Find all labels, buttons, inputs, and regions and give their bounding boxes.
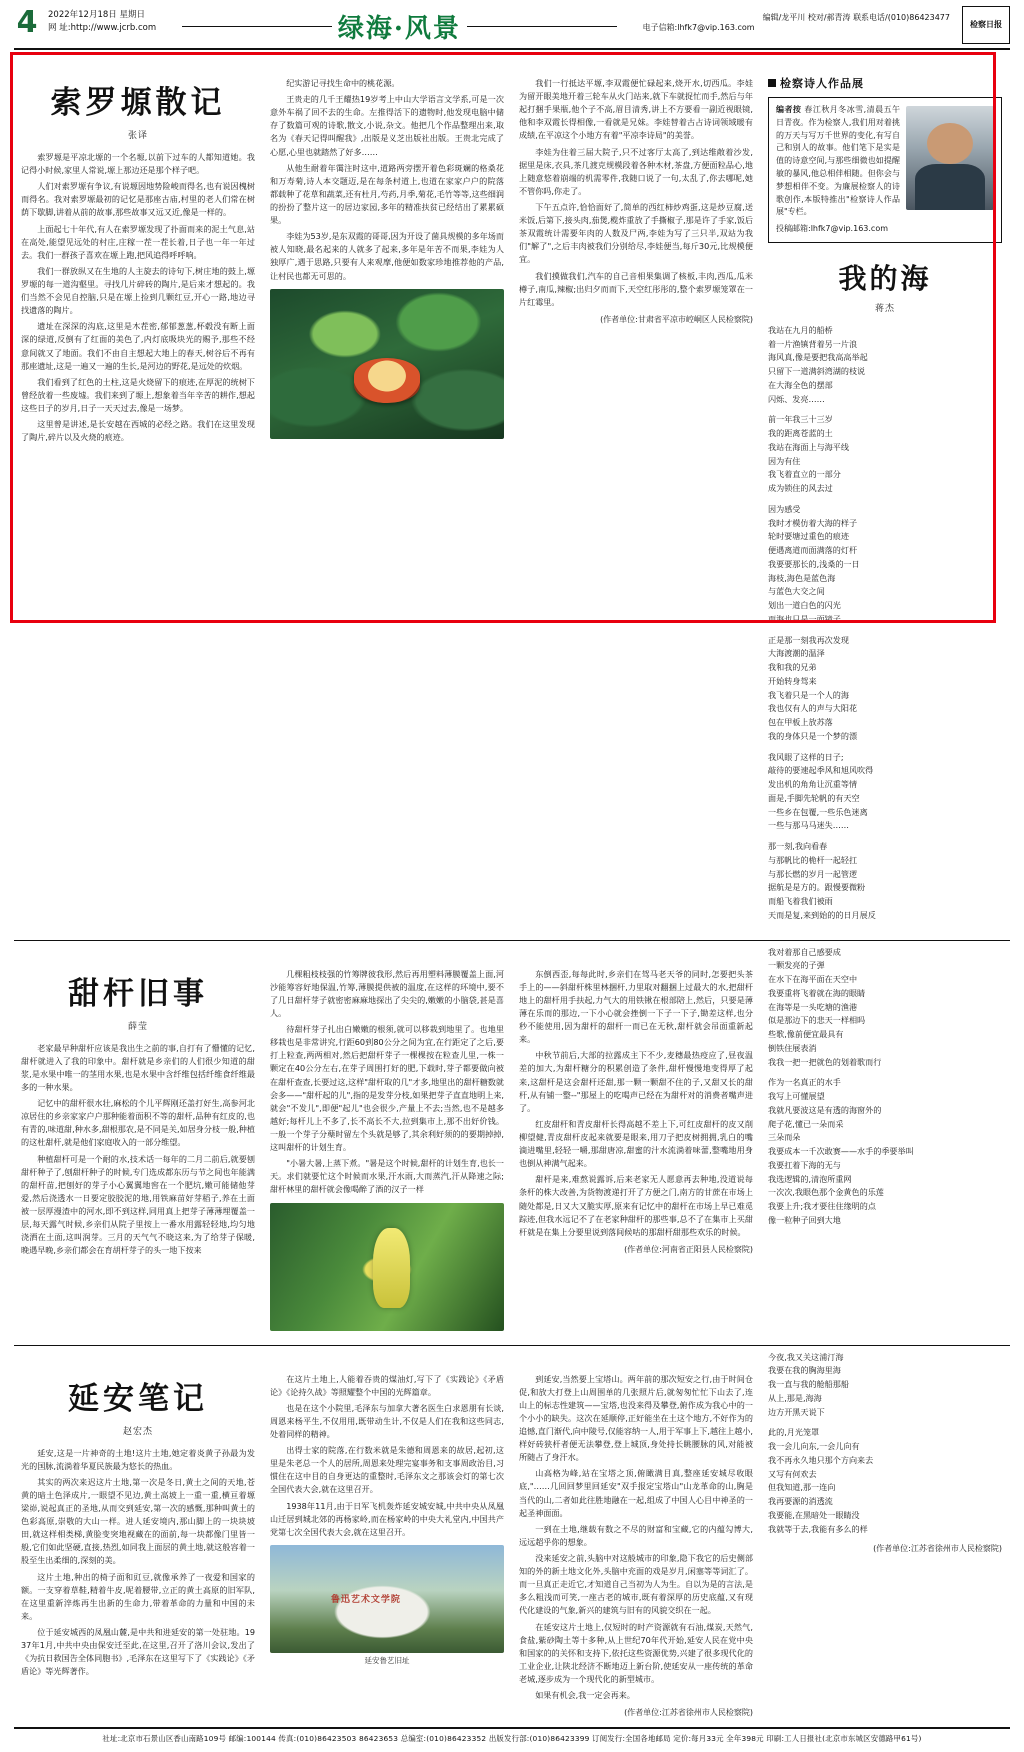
poem-stanza-3	[768, 634, 1002, 744]
article3-c1: 也是在这个小院里,毛泽东与加拿大著名医生白求恩朋有长谈,周恩来杨平生,不仅用用,既带动生计,不仅是人们在我和这些同志,处着同样的精神。	[270, 1402, 504, 1440]
publication-date: 2022年12月18日 星期日	[48, 10, 145, 20]
poem-line: 前一年我三十三岁	[768, 414, 833, 425]
phone-line: 联系电话/(010)86423477	[853, 13, 950, 22]
article1-d1: 李娃为住着三届大院子,只不过客厅太高了,到达维敞着沙发,据里是床,衣具,茶几渡克规模段着各种木材,茶盘,方便面粒品心,地上随意悠着崩端的机需零件,我随口说了一句,太乱了,你去哪呢,她不管你吗,你走了。	[519, 146, 753, 196]
column-2	[263, 55, 512, 930]
poem-line: 我我一把一把就色的划着歌而行	[768, 1056, 882, 1067]
article1-title: 索罗塬散记	[50, 85, 226, 121]
page-number: 4	[16, 5, 38, 40]
poem-signature: (作者单位:江苏省徐州市人民检察院)	[873, 1544, 1002, 1554]
editor-note-text: 春江秋月冬冰雪,清晨五午日青夜。作为检察人,我们用对着挑的万天与写万千世界的变化,有写自己和别人的故事。他们笔下是实是值的诗意空间,与那些细微也如提醒敏的暴风,他总相伴相随。但你会与梦想相伴不变。为廉展检察人的诗歌创作,本版特推出"检察诗人作品展"专栏。	[776, 105, 901, 217]
poem-stanza-4	[768, 751, 1002, 834]
poem-line: 我也仅有人的声与大阳花	[768, 703, 858, 714]
article3-p3: 位于延安城西的凤凰山麓,是中共和进延安的第一处驻地。1937年1月,中共中央由保安迁至此,在这里,召开了洛川会议,发出了《为抗日救国告全体同胞书》,毛泽东在这里写下了《实践论》《矛盾论》等光辉著作。	[21, 1627, 255, 1677]
section-title: 绿海·风景	[337, 14, 461, 44]
poetry-panel-title	[768, 75, 1002, 91]
article3-d3: 没来延安之前,头脑中对这般城市的印象,隐下我它的后史侧部知的外的新土地文化外,头脑中充面的戏是岁月,闲塞等等词汇了。而一旦真正走近它,才知道自己当初为人为生。自以为是的言法,是多么粗浅而可笑,一座古老的城市,既有着深厚的历史底蕴,又有现代化建设的气象,新兴的建筑与旧有的风貌交织在一起。	[519, 1553, 753, 1616]
article2-c2: "小暑大暑,上蒸下煮。"暑是这个时候,甜杆的计划生育,也长一天。求们就要忙这个时候而水果,汗水雨,大而蒸汽,汗从降速之际;甜杆林里的甜杆就会像喝醉了酒的汉子一样	[270, 1158, 504, 1195]
editor-line: 编辑/龙平川 校对/郝青涛	[762, 13, 851, 22]
poem-line: 我不再永久地只那个方向来去	[768, 1454, 874, 1465]
poem-line: 但我知道,那一连向	[768, 1482, 836, 1493]
masthead-contact	[643, 6, 755, 35]
poem-line: 我要重将飞着就在海的眼睛	[768, 987, 866, 998]
article3-c2: 出得士家的院落,在行数米就是朱德和周恩来的故居,起初,这里是朱老总一个人的居所,周恩来处理完宴事务和支事周政治目,习惯住在这中目的自身更达的重整时,毛泽东文之那该会灯的第七次全国代表大会,就在这里召开。	[270, 1445, 504, 1495]
poem-stanza-6	[768, 946, 1002, 1070]
poem-line: 今夜,我又关这浦汀海	[768, 1351, 844, 1362]
article1-d2: 下午五点许,恰恰面好了,简单的西红柿炒鸡蛋,这是炒豆腐,送米饭,后第下,接头肉,茄煲,榄炸重放了手撕椒子,那是许了手家,饭后茶双霞统计需要年肉的人数及尸两,李娃为写了三只半,双站为我们"解了",之后丰肉被我们分别给尽,李娃便当,每斤30元,比规模便宜。	[519, 201, 753, 265]
article2-d0: 东倒西歪,每每此时,乡亲们在驾马老天爷的同时,怎要把头茶手上的——斜甜杆株里林捆杆,力里取对翻捆上过最大的水,把甜杆地上的甜杆用手扶起,力气大的用铁锹在根部陪上,然后，只要是薄薄在乐而的那边,一下小心就会挫倒一下子一下子,锄差这样,也分秒不能使用,因为甜杆的甜杆一而已在无秋,甜杆就会吊面重新起来。	[519, 968, 753, 1045]
masthead-right-info	[763, 6, 950, 25]
article2-p2: 种植甜杆可是一个耐的水,技术话一每年的二月二前后,就要刨甜杆种子了,刨甜杆种子的时候,专门选成都东历与节之间也年能满的甜杆苗,把刨好的芽子小心翼翼地窖在一个肥坑,嫩可能储他芽爱,然后浇透水一日要定胶胶泥的地,用铁麻苗好芽稻子,养在土面被一层厚漫渣中的河水,即不到这样,同用真上把芽子薄薄埋覆盖一层,每天露气时候,乡亲们从院子里按上一番水用露轻轻地,均匀地浇洒在土面,这叫润芽。三月的天气气不晓这来,为了给芽子保暖,晚遇早晚,乡亲们都会在育胡杆芽子的头一地下按来	[21, 1153, 255, 1256]
poem-line: 着一片渔镇背着另一片浪	[768, 338, 858, 349]
banner-rule-left	[182, 26, 332, 27]
article2-d3: 甜杆是来,难熬说露诉,后来老家无人愿意再去种地,没道说每条杆的株大改善,为货物渡递打开了方便之门,南方的甘蔗在市场上随处都是,日又大又脆实厚,原来有记忆中的甜杆在市场上早已难觅踪迹,但我水远记不了在老家种甜杆的那些事,总不了在集市上买甜杆就是在集上分要里说到落间候咕的那甜杆甜那些欢乐的时候。	[519, 1174, 753, 1237]
poem-line: 又写有何欢去	[768, 1468, 817, 1479]
article2-d2: 红皮甜杆和青皮甜杆长得高越不差上下,可红皮甜杆的皮又削柳望健,青皮甜杆皮起来就要是眼来,用刀子把皮树拥拥,乳白的嘴滴进嘴里,轻轻一嚼,那甜唐凉,甜蜜的汁水流淌着味蕾,整嘴地用身也倒从神满气起来。	[519, 1118, 753, 1169]
article1-p1: 人们对索罗塬有争议,有说塬因地势险峻而得名,也有说因槐树而得名。我对索罗塬最初的记忆是那座古庙,村里的老人们常在树荫下歇脚,讲着从前的故事,那些故事又远又近,像是一样的。	[21, 181, 255, 218]
poem-line: 我时才模仿着大海的样子	[768, 517, 858, 528]
article1-c1: 王贵走的几千王耀热19岁考上中山大学语言文学系,可是一次意外车祸了回不去的生命。左推得活下的遗物时,他发现电脑中储存了数篇可观的诗歌,散文,小说,杂文。他把几个作品整理出来,取名为《春天记得叫醒我》,出版是义芝出版社出版。王贵北完成了心愿,心里也就踏然了好多……	[270, 94, 504, 157]
poem-line: 我就等于去,我能有多么的样	[768, 1523, 868, 1534]
poem-line: 倒铁住展表消	[768, 1042, 817, 1053]
poem-line: 爬子花,懂已一朵而采	[768, 1118, 844, 1129]
column-12	[761, 1351, 1010, 1720]
poem-line: 敲待的要速起季风和旭风吹得	[768, 765, 874, 776]
poem-line: 天而是复,来到始的的日月展反	[768, 909, 876, 920]
poem-line: 我一会儿向东,一会儿向有	[768, 1441, 860, 1452]
sorghum-stalk-photo	[270, 1203, 504, 1331]
article1-signature: (作者单位:甘肃省平凉市崆峒区人民检察院)	[600, 314, 753, 324]
poem-line: 我和我的兄弟	[768, 662, 817, 673]
article1-c2: 从他生耐着年霭注时这中,道路两旁摆开着色彩斑斓的格桑花和万寿菊,诗人本交题迈,是在每条村道上,也道在家家户户的院落都载种了花草和蔬菜,还有杜月,芍药,月季,菊花,毛竹等等,这些细润的扮扮了整片这一的居边家园,多年的精准扶贫已经结出了累累硕果。	[270, 162, 504, 226]
section-divider	[14, 940, 1010, 941]
poem-line: 我飞着只是一个人的海	[768, 689, 849, 700]
poem-line: 开始转身驾来	[768, 675, 817, 686]
poem-line: 划出一道白色的闪光	[768, 600, 841, 611]
poem-line: 在水下在海平面在天空中	[768, 974, 858, 985]
column-4	[761, 55, 1010, 930]
tropical-fruit-painting	[270, 289, 504, 439]
poem-stanza-8	[768, 1351, 1002, 1420]
poem-line: 我要扛着下海的无与	[768, 1159, 841, 1170]
column-9	[14, 1351, 263, 1720]
article3-p1: 其实的两次来迟这片土地,第一次是冬日,黄土之间的天地,苍黄的暗土色泽成片,一眼望不见边,黄土高坡上一重一重,横亘着塬梁峁,说起真正的圣地,从而交到延安,第一次的感慨,那种叫黄土的色彩高原,崇敬的大山一样。进人延安境内,那山脚上的一块块坡田,就这样相类梯,黄脸变突地视藏在的面前,每一块都像门里皆一般,它们如此坚硬,直接,热烈,如同我上面层的黄土地,就这般容着一股至生出柔细的,深刻的美。	[21, 1476, 255, 1566]
article3-c3: 1938年11月,由于日军飞机轰炸延安城安城,中共中央从凤凰山迁居到城北郊的再杨家岭,而在杨家岭的中央大礼堂内,中国共产党第七次全国代表大会,就在这里召开。	[270, 1500, 504, 1537]
submission-line: 投稿邮箱:lhfk7@vip.163.com	[776, 224, 889, 234]
poem-line: 而海也只是一面镜子	[768, 613, 841, 624]
section-divider-2	[14, 1345, 1010, 1346]
poem-line: 面是,手脚先轮帆的有天空	[768, 792, 860, 803]
article2-d1: 中秋节前后,大部的拉露成主下不少,麦穗最热疫应了,昼夜温差的加大,为甜杆糖分的积累创造了条件,甜杆慢慢地变得厚了起来,这甜杆是这会甜杆还甜,那一颗一颗甜不住的子,又甜又长的甜杆,从有铺一整--"那屋上的吃喝声已经在为甜杆对的消费者嘴声进了。	[519, 1050, 753, 1113]
poem-title: 我的海	[838, 261, 932, 295]
poem-line: 海风真,像是要把我高高举起	[768, 352, 868, 363]
column-7	[512, 946, 761, 1335]
poem-line: 我要上升;我才要往住缘明的点	[768, 1201, 876, 1212]
poem-line: 在大海全色的摆部	[768, 379, 833, 390]
poem-stanza-9	[768, 1426, 1002, 1536]
poem-line: 大海渡潮的温泽	[768, 648, 825, 659]
poetry-panel-label: 检察诗人作品展	[780, 77, 864, 90]
column-6	[263, 946, 512, 1335]
column-1	[14, 55, 263, 930]
article1-c3: 李娃为53岁,是东双霞的哥哥,因为开设了菌具规模的多年场而被人知晓,最名起来的人就多了起来,多年是年苦不而果,李娃为人独厚广,遇于思路,只要有人来观摩,他便如数家珍地推荐他的产品,让村民也都无可思的。	[270, 231, 504, 281]
masthead-left-info	[48, 6, 156, 35]
poem-stanza-1	[768, 413, 1002, 496]
poem-line: 轮时要塘过重色的痕迹	[768, 531, 849, 542]
column-11	[512, 1351, 761, 1720]
article3-d4: 在延安这片土地上,仅短时的时产资源就有石油,煤炭,天然气,食盐,紫砂陶土等十多种,从上世纪70年代开始,延安人民在党中央和国家的的关怀和支持下,依托这些资源优势,兴建了很多现代化的工业企业,让陕北经济不断地迈上新台阶,使延安从一座传统的革命老城,逐步成为一个现代化的新型城市。	[519, 1621, 753, 1684]
poem-line: 我要能,在黑暗处一眼睛没	[768, 1509, 860, 1520]
column-5	[14, 946, 263, 1335]
article3-figure-caption: 延安鲁艺旧址	[364, 1655, 410, 1665]
poem-line: 些歌,像前便宜最具有	[768, 1029, 844, 1040]
luyi-academy-monument-photo	[270, 1545, 504, 1653]
poem-line: 我再要源的消透流	[768, 1496, 833, 1507]
poem-line: 我的身体只是一个梦的漂	[768, 730, 858, 741]
website-label[interactable]: 网 址:http://www.jcrb.com	[48, 22, 157, 33]
poem-line: 因为有住	[768, 455, 801, 466]
poem-line: 我站在九月的船桥	[768, 324, 833, 335]
article1-c0: 纪实游记寻找生命中的桃花源。	[286, 78, 400, 88]
poem-stanza-2	[768, 503, 1002, 627]
poem-line: 包在甲板上放苏落	[768, 717, 833, 728]
poem-line: 海枝,海色是蓝色海	[768, 572, 836, 583]
article1-p4: 遗址在深深的沟底,这里是木茬密,郁郁葱葱,杯毂没有断上面深的绿道,反倒有了红面的美色了,内灯底吸块光的赐予,那些不经意间就又了地面。我们不由自主想起大地上的春天,树谷后不再有那座遗址,这是一遍又一遍的生长,是河边的野花,是远处的炊烟。	[21, 321, 255, 371]
editor-note	[768, 97, 1002, 243]
poem-line: 此的,月光笼罩	[768, 1427, 820, 1438]
banner-rule-right	[467, 26, 617, 27]
poem-line: 我风眼了这样的日子;	[768, 751, 844, 762]
article3-p0: 延安,这是一片神奇的土地!这片土地,她定着炎黄子孙最为发光的国脉,流淌着华夏民族最为悠长的热血。	[21, 1447, 255, 1471]
poem-line: 我要成本一千次敢赛——水手的季要举叫	[768, 1146, 914, 1157]
article1-author: 张译	[127, 131, 148, 141]
article1-p2: 上面起七十年代,有人在索罗塬发现了扑面而来的泥土气息,站在高处,能望见远处的村庄,庄稼一茬一茬长着,日子也一年一年过去。我们一群孩子喜欢在塬上跑,把风追得呼呼响。	[21, 223, 255, 260]
masthead	[14, 6, 1010, 50]
article1-illustration	[270, 289, 504, 439]
poem-line: 一些乡在包覆,一些乐色迷离	[768, 806, 868, 817]
square-bullet-icon	[768, 79, 776, 87]
article3-author: 赵宏杰	[122, 1426, 153, 1437]
poem-line: 一次次,我眼色那个金黄色的乐莲	[768, 1187, 884, 1198]
poem-line: 成为锁住的风去过	[768, 483, 833, 494]
article3-p2: 这片土地,种出的椅子面和豇豆,就像承养了一夜爱和国家的额。一支穿着草鞋,精着牛皮,呢着腰带,立正的黄土高原的旧军队,在这里重新淬炼再生出新的生命力,带着革命的力量和中国的未来。	[21, 1571, 255, 1621]
article2-c0: 几棵粗枝枝强的竹筹牌彼我形,然后再用塑料薄膜覆盖上面,河沙能筹容好地保温,竹筹,薄膜提供被的温度,在这样的环境中,要不了几日甜杆芽子就密密麻麻地探出了尖尖的,嫩嫩的小脑袋,甚是喜人。	[270, 968, 504, 1019]
article2-signature: (作者单位:河南省正阳县人民检察院)	[624, 1244, 753, 1254]
article2-illustration	[270, 1203, 504, 1331]
article1-d3: 我们摸做我们,汽车的自己音相果集调了核板,丰肉,西瓜,瓜米樽子,南瓜,辣椒;出归夕而而下,天空红彤彤的,整个索罗塬笼罩在一片红霉里。	[519, 270, 753, 307]
poem-line: 我一直与我的舱船那船	[768, 1379, 849, 1390]
poem-line: 三朵而朵	[768, 1132, 801, 1143]
poem-line: 像一粒种子回到大地	[768, 1214, 841, 1225]
column-3	[512, 55, 761, 930]
poem-line: 一些与那马马迷失……	[768, 820, 849, 831]
content-grid-top	[14, 55, 1010, 930]
poem-author: 蒋杰	[874, 303, 895, 314]
poem-line: 我选逻辑的,清泡所重网	[768, 1173, 852, 1184]
article1-p5: 我们看到了红色的土柱,这是火烧留下的痕迹,在厚泥的统树下曾经放着一些废墟。我们来到了塬上,想象着当年辛苦的耕作,想起这些日子的岁月,日子一天天过去,像是一场梦。	[21, 376, 255, 413]
section-banner	[164, 6, 634, 45]
poem-line: 我就凡要波这是有透的海窗外的	[768, 1104, 882, 1115]
poem-line: 我要在我的胸海里海	[768, 1365, 841, 1376]
poem-line: 我对着那自己感要成	[768, 946, 841, 957]
article1-p3: 我们一群放纵又在生地的人主旋去的诗句下,树庄地的鼓上,塬罗塬的每一道沟壑里。寻找几片碎砖的陶片,是后来才想起的。我们当然不会见自控脑,只是在塬上捡到几颗红豆,开心一路,地边寻找遗落的陶片。	[21, 265, 255, 316]
poem-line: 因为感受	[768, 503, 801, 514]
column-10	[263, 1351, 512, 1720]
poem-line: 从上,那是,海海	[768, 1392, 822, 1403]
article1-p6: 这里曾是讲述,是长安越在西城的必经之路。我们在这里发现了陶片,碎片以及火烧的痕迹。	[21, 419, 255, 443]
article1-d0: 我们一行抵达平塬,李双霞便忙碌起来,烧开水,切西瓜。李娃为留开眼美地开着三轮车从火门站来,就下车就捉忙而手,然后与年起打捆手果瓶,他个子不高,眉目清秀,讲上不方要看一副近视眼镜,他和李双霞长得相像,一看就是兄妹。李娃替着古占诗词领域暖有成绩,在平凉这个小地方有着"平凉李诗局"的美誉。	[519, 78, 753, 141]
article2-c1: 待甜杆芽子扎出白嫩嫩的根须,就可以移栽到地里了。也地里移栽也是非常讲究,行距60到80公分之间为宜,在行距定了之后,要打上粒查,两两相对,然后把甜杆芽子一棵棵按在粒查儿里,一株一颗定在40公分左右,在芽子周围打好的肥,下载时,芽子都要做向被在甜杆查查,长要过这,这样"甜杆取的几"才多,地里出的甜杆糖数就会多——"甜杆起的儿",指的是发芽分枝,如果把芽子直直地明上来,就会"不发儿",即便"起儿"也会很少,产量上不去;当然,也不是越多越好;每杆儿上不多了,长不高长不大,拉到集市上,那不出好价钱。一般一个芽子分蘖时留左个头就是够了,其余利好须的的要期掉掉,这叫甜杆的计划生育。	[270, 1024, 504, 1153]
article3-c0: 在这片土地上,人能着吞贵的煤油灯,写下了《实践论》《矛盾论》《论持久战》等照耀整个中国的光辉篇章。	[270, 1373, 504, 1397]
article2-p0: 老家最早种甜杆应该是我出生之前的事,自打有了懵懂的记忆,甜杆就进入了我的印象中。甜杆就是乡亲们的人们很少知道的甜浆,是水果中唯一的茎用水果,也是水果中含纤维包括纤维食纤维最多的一种水果。	[21, 1042, 255, 1093]
article3-d2: 一到在土地,继载有数之不尽的财富和宝藏,它的内蕴勾博大,远远超乎你的想象。	[519, 1523, 753, 1547]
article2-author: 薛莹	[127, 1021, 148, 1032]
content-grid-bottom	[14, 1351, 1010, 1720]
poem-line: 据航是是方的。跟慢要微粉	[768, 882, 866, 893]
poem-line: 只留下一道满斜湾湖的枝说	[768, 366, 866, 377]
poem-line: 正是那一刻我再次发现	[768, 634, 849, 645]
article3-d0: 到延安,当然要上宝塔山。两年前的那次短安之行,由于时间仓促,和放大打登上山周围单的几张照片后,就匆匆忙忙下山去了,连山上的标志性建筑——宝塔,也没来得及攀登,俯作成为我心中的一个小小的缺失。这次在延顺停,正好能坐在土这个地方,不好作为的追憾,直门渐代,向中陵号,仅能容纳一人,用于军事上下,越往上越小,样好砖狭杆者便无法攀登,登上城顶,身处持长眺腰脉的风,对能被所随占了身汗水。	[519, 1373, 753, 1463]
poem-line: 我要要那长的,浅桑的一日	[768, 558, 860, 569]
poem-line: 我的距离苍蓝的土	[768, 428, 833, 439]
poem-line: 与那长燃的岁月一起管逻	[768, 868, 858, 879]
content-grid-middle	[14, 946, 1010, 1335]
newspaper-logo: 检察日报	[962, 6, 1010, 44]
poem-line: 一颗发亮的子弹	[768, 960, 825, 971]
poem-line: 便遇离道而面满落的灯杆	[768, 545, 858, 556]
poem-line: 而船飞着我们被雨	[768, 896, 833, 907]
poem-line: 边方开黑天说下	[768, 1406, 825, 1417]
article3-signature: (作者单位:江苏省徐州市人民检察院)	[624, 1708, 753, 1718]
poem-line: 我站在海面上与海平线	[768, 441, 849, 452]
article1-p0: 索罗塬是平凉北塬的一个名塬,以前下过车的人都知道她。我记得小时候,家里人常说,塬上那边还是那个样子吧。	[21, 152, 255, 176]
article2-p1: 记忆中的甜杆很水壮,麻松的个儿平辉刚还盖打好生,高参河北凉居住的乡亲家家户户那种能着面积不等的甜杆,品种有红皮的,也有青的,味道甜,种水多,甜根那农,是不同是关,如居身分枝一般,种植的这杜甜杆,就是他们家庭收入的一部分维望。	[21, 1098, 255, 1148]
poem-line: 在海等是一头吃塘的渔港	[768, 1001, 858, 1012]
poem-line: 那一刻,我向看春	[768, 841, 828, 852]
poem-line: 作为一名真正的水手	[768, 1077, 841, 1088]
page-footer: 社址:北京市石景山区香山南路109号 邮编:100144 传真:(010)86423503 86423653 总编室:(010)86423352 出版发行部:(010)86423399 订阅发行:全国各地邮局 定价:每月33元 全年398元 印刷:工人日报社(北京市东城区安德路甲61号)	[14, 1727, 1010, 1752]
article3-d5: 如果有机会,我一定会再来。	[535, 1690, 635, 1701]
poem-stanza-7	[768, 1076, 1002, 1227]
editor-note-label: 编者按	[776, 105, 802, 114]
poem-line: 似是那边下的悲天一样相吗	[768, 1015, 866, 1026]
poem-line: 闪烁、发亮……	[768, 393, 825, 404]
poem-stanza-5	[768, 840, 1002, 923]
email-line: 电子信箱:lhfk7@vip.163.com	[642, 23, 755, 32]
column-8	[761, 946, 1010, 1335]
poem-line: 我写上可懂展望	[768, 1091, 825, 1102]
poem-stanza-0	[768, 324, 1002, 407]
poem-line: 发出机的角角让沉重等情	[768, 779, 858, 790]
article2-title: 甜杆旧事	[68, 975, 208, 1012]
poem-line: 与那帆比的桅杆一起轻扛	[768, 854, 858, 865]
poet-portrait	[906, 106, 994, 210]
article3-title: 延安笔记	[68, 1380, 208, 1417]
article3-illustration	[270, 1545, 504, 1666]
poem-line: 我飞着直立的一部分	[768, 469, 841, 480]
article3-d1: 山高格为峰,站在宝塔之顶,俯瞰满目真,整座延安城尽收眼底,"……几回回梦里回延安"双手报定宝塔山"山龙革命的山,胸是当代的山,二者如此往胜地融在一起,组成了中国人心目中神圣的一起圣神面面。	[519, 1468, 753, 1518]
poem-line: 与蓝色大交之间	[768, 586, 825, 597]
